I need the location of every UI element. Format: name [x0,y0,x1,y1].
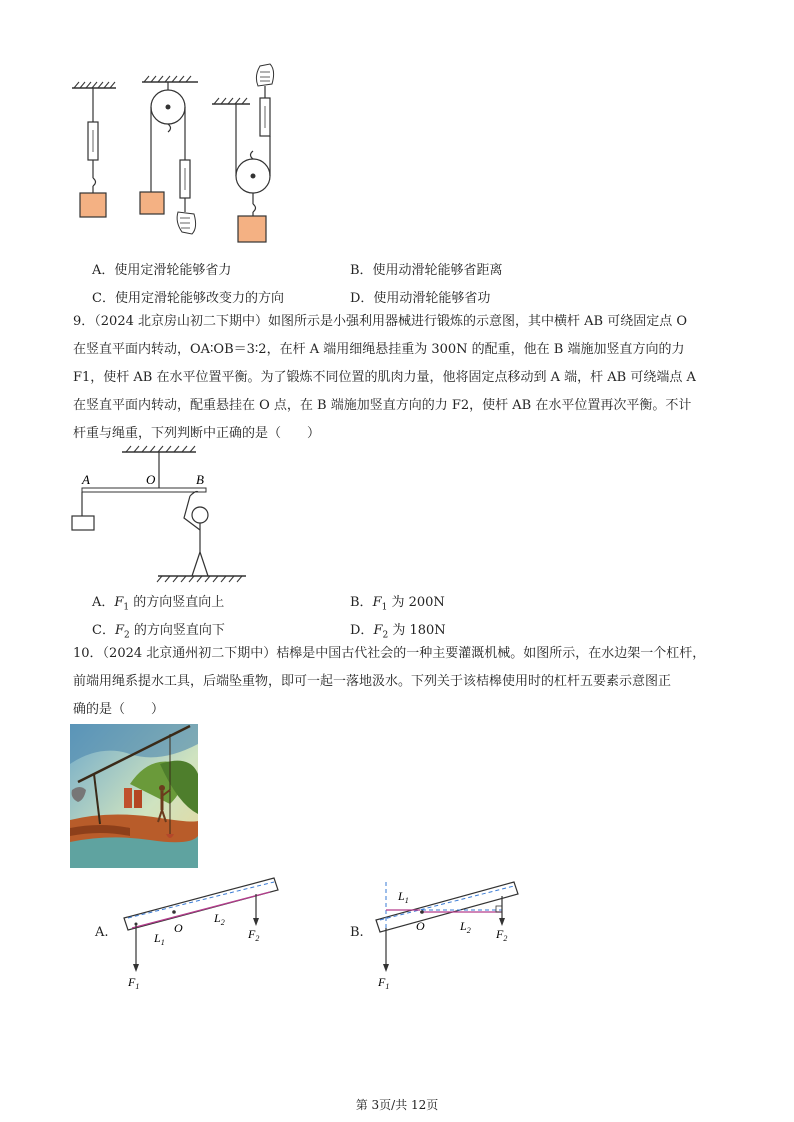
q9-line-1: 9．（2024 北京房山初二下期中）如图所示是小强利用器械进行锻炼的示意图，其中横杆 AB 可绕固定点 O [73,314,687,329]
jiegao-illustration [70,724,198,868]
q9-option-d: D．$F_2$ 为 180N [350,623,446,641]
q10-line-1: 10．（2024 北京通州初二下期中）桔槔是中国古代社会的一种主要灌溉机械。如图所示，在水边架一个杠杆， [73,646,706,661]
b-label-l1: $L_1$ [398,889,409,905]
lever-exercise-figure [66,444,256,584]
q9-stem [73,308,696,448]
q10-stem [73,640,705,724]
label-b: B [196,472,204,487]
q8-option-c: C．使用定滑轮能够改变力的方向 [92,291,284,306]
q10-option-a-diagram [114,868,284,992]
label-o: O [146,472,156,487]
label-a: A [82,472,90,487]
q9-line-5: 杆重与绳重，下列判断中正确的是（ ） [73,426,321,441]
b-label-f1: $F_1$ [378,975,390,991]
a-label-f2: $F_2$ [248,927,260,943]
q10-line-3: 确的是（ ） [73,702,165,717]
figure-spring-scale [72,82,116,217]
b-label-o: O [416,919,425,933]
q9-option-a: A．$F_1$ 的方向竖直向上 [92,595,225,613]
pulley-figures [60,60,320,250]
q10-line-2: 前端用绳系提水工具，后端坠重物，即可一起一落地汲水。下列关于该桔槔使用时的杠杆五要素示意图正 [73,674,672,689]
q10-option-a-label: A. [95,925,109,940]
q9-line-2: 在竖直平面内转动，OA∶OB＝3∶2，在杆 A 端用细绳悬挂重为 300N 的配重，他在 B 端施加竖直方向的力 [73,342,685,357]
a-label-l1: $L_1$ [154,931,165,947]
a-label-l2: $L_2$ [214,911,225,927]
q10-option-b-diagram [368,868,528,992]
q9-line-3: F1，使杆 AB 在水平位置平衡。为了锻炼不同位置的肌肉力量，他将固定点移动到 A 端，杆 AB 可绕端点 A [73,370,696,385]
q9-option-b: B．$F_1$ 为 200N [350,595,445,613]
b-label-l2: $L_2$ [460,919,471,935]
q8-option-a: A．使用定滑轮能够省力 [92,263,232,278]
figure-movable-pulley [212,64,274,242]
q8-option-d: D．使用动滑轮能够省功 [350,291,491,306]
q8-option-b: B．使用动滑轮能够省距离 [350,263,503,278]
a-label-o: O [174,921,183,935]
q9-option-c: C．$F_2$ 的方向竖直向下 [92,623,225,641]
figure-fixed-pulley [140,76,198,234]
b-label-f2: $F_2$ [496,927,508,943]
a-label-f1: $F_1$ [128,975,140,991]
q10-option-b-label: B. [350,925,364,940]
q9-line-4: 在竖直平面内转动，配重悬挂在 O 点，在 B 端施加竖直方向的力 F2，使杆 AB 在水平位置再次平衡。不计 [73,398,692,413]
page-footer: 第 3页/共 12页 [355,1098,439,1112]
